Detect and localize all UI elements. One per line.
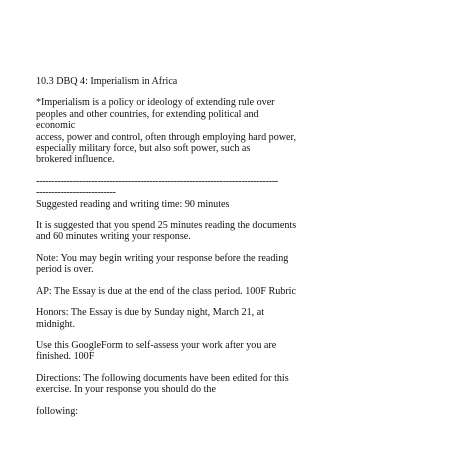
definition-line: peoples and other countries, for extending political and	[36, 108, 259, 120]
honors-note	[36, 307, 406, 330]
googleform-line: finished. 100F	[36, 351, 95, 363]
ap-note-line: AP: The Essay is due at the end of the class period. 100F Rubric	[36, 285, 296, 297]
imperialism-definition	[36, 97, 406, 165]
definition-line: access, power and control, often through employing hard power,	[36, 131, 296, 143]
note-paragraph	[36, 253, 406, 276]
separator-block	[36, 176, 406, 199]
separator-line: -------------------------------------------------------------------------------	[36, 175, 278, 187]
time-note-line: Suggested reading and writing time: 90 minutes	[36, 198, 230, 210]
title-line: 10.3 DBQ 4: Imperialism in Africa	[36, 76, 178, 87]
honors-line: midnight.	[36, 318, 75, 330]
note-line: Note: You may begin writing your response before the reading	[36, 252, 289, 264]
separator-line: --------------------------	[36, 187, 116, 199]
directions-line: Directions: The following documents have been edited for this	[36, 372, 289, 384]
definition-line: economic	[36, 120, 76, 132]
honors-line: Honors: The Essay is due by Sunday night, March 21, at	[36, 307, 265, 319]
suggestion-line: and 60 minutes writing your response.	[36, 231, 191, 243]
definition-line: *Imperialism is a policy or ideology of extending rule over	[36, 97, 275, 109]
document-page	[36, 76, 406, 427]
note-line: period is over.	[36, 264, 94, 276]
ap-note	[36, 286, 406, 297]
time-note	[36, 199, 406, 210]
directions-paragraph	[36, 373, 406, 396]
following-line: following:	[36, 405, 79, 417]
googleform-note	[36, 340, 406, 363]
following-text	[36, 406, 406, 417]
definition-line: especially military force, but also soft power, such as	[36, 143, 251, 155]
suggestion-line: It is suggested that you spend 25 minutes reading the documents	[36, 220, 297, 232]
suggestion-paragraph	[36, 220, 406, 243]
document-title	[36, 76, 406, 87]
directions-line: exercise. In your response you should do the	[36, 384, 216, 396]
definition-line: brokered influence.	[36, 154, 115, 166]
googleform-line: Use this GoogleForm to self-assess your work after you are	[36, 339, 277, 351]
